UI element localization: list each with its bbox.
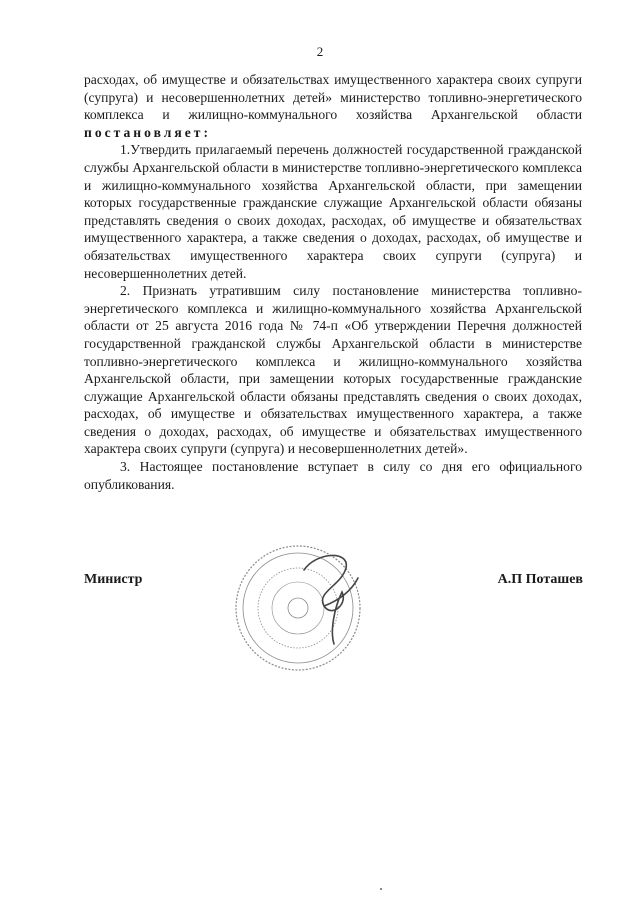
signature-block [0, 572, 640, 592]
signatory-title: Министр [84, 572, 143, 587]
scan-speck [380, 888, 382, 890]
paragraph-preamble-end [84, 71, 582, 141]
paragraph-2: 2. Признать утратившим силу постановление министерства топливно-энергетического комплекса и жилищно-коммунального хозяйства Архангельской области от 25 августа 2016 года № 74-п «Об утверждении Перечня должностей государственной гражданской службы Архангельской области в министерстве топливно-энергетического комплекса и жилищно-коммунального хозяйства Архангельской области, при замещении которых государственные гражданские служащие Архангельской области обязаны представлять сведения о своих доходах, расходах, об имуществе и обязательствах имущественного характера, а также сведения о доходах, расходах, об имуществе и обязательствах имущественного характера своих супруги (супруга) и несовершеннолетних детей». [84, 283, 582, 457]
signatory-name: А.П Поташев [497, 572, 583, 587]
document-body [84, 71, 582, 493]
paragraph-1: 1.Утвердить прилагаемый перечень должностей государственной гражданской службы Архангельской области в министерстве топливно-энергетического комплекса и жилищно-коммунального хозяйства Архангельской области, при замещении которых государственные гражданские служащие Архангельской области обязаны представлять сведения о своих доходах, расходах, об имуществе и обязательствах имущественного характера, а также сведения о доходах, расходах, об имуществе и обязательствах имущественного характера своих супруги (супруга) и несовершеннолетних детей. [84, 142, 582, 281]
preamble-text: расходах, об имуществе и обязательствах имущественного характера своих супруги (супруга) и несовершеннолетних детей» министерство топливно-энергетического комплекса и жилищно-коммунального хозяйства Архангельской области [84, 72, 582, 123]
paragraph-3: 3. Настоящее постановление вступает в силу со дня его официального опубликования. [84, 459, 582, 492]
page-number: 2 [316, 44, 324, 59]
resolves-word: постановляет: [84, 124, 211, 140]
official-seal-stamp [220, 530, 380, 680]
